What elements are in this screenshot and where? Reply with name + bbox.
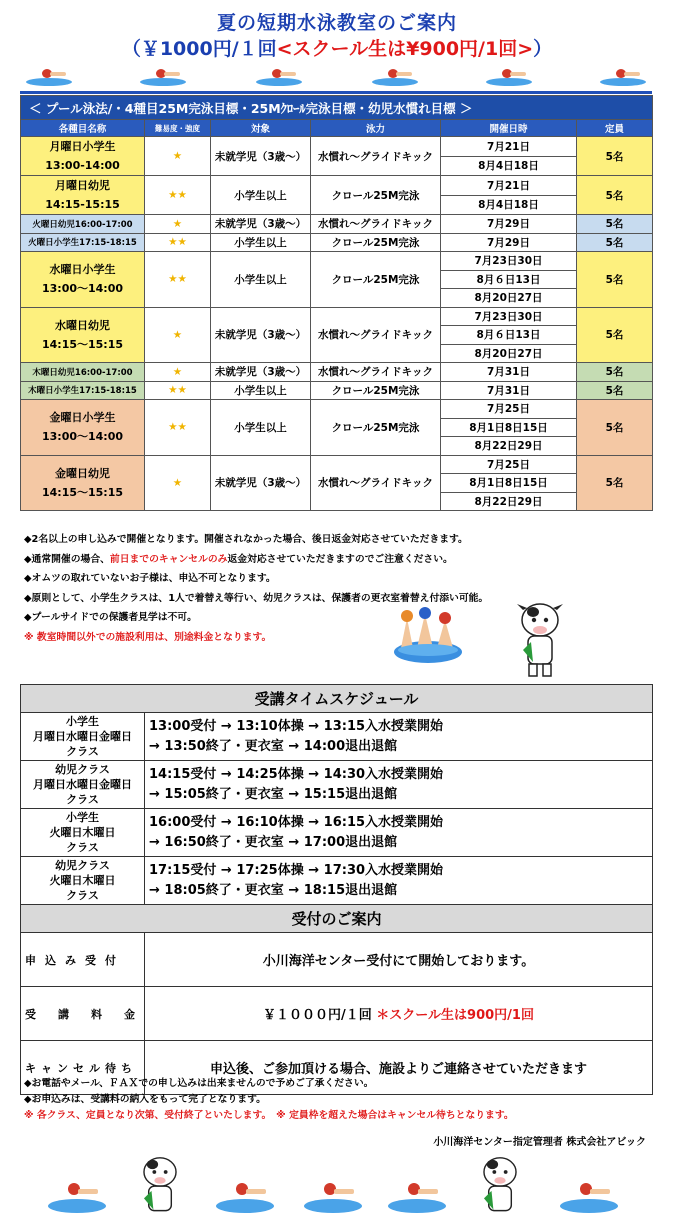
label-line: クラス [66,745,99,758]
target-cell: 小学生以上 [211,176,311,215]
target-cell: 未就学児（3歳～） [211,137,311,176]
table-row [21,713,653,761]
difficulty-stars: ★★ [145,176,211,215]
skill-cell: クロール25M完泳 [311,252,441,308]
date-cell: 7月21日 [441,176,577,196]
swimmer-icon [486,68,532,86]
date-cell: 8月4日18日 [441,156,577,176]
difficulty-stars: ★★ [145,400,211,456]
schedule-times [145,713,653,761]
col-header-dates: 開催日時 [441,120,577,137]
reception-value: 小川海洋センター受付にて開始しております。 [145,933,653,987]
date-cell: 8月4日18日 [441,195,577,215]
table-row [21,233,653,252]
difficulty-stars: ★ [145,307,211,363]
date-cell: 8月20日27日 [441,344,577,363]
date-cell: 7月31日 [441,381,577,400]
lesson-table-banner: ＜ プール泳法/・4種目25M完泳目標・25Mｸﾛｰﾙ完泳目標・幼児水慣れ目標 ＞ [21,96,653,120]
swimmer-icon [48,1177,106,1213]
class-name-cell: 火曜日幼児16:00-17:00 [21,215,145,234]
schedule-line: 17:15受付 → 17:25体操 → 17:30入水授業開始 [149,862,444,878]
table-row [21,307,653,326]
table-row [21,381,653,400]
date-cell: 7月29日 [441,233,577,252]
date-cell: 8月６日13日 [441,326,577,345]
manager-credit: 小川海洋センター指定管理者 株式会社アビック [433,1137,646,1148]
table-row [21,215,653,234]
cow-mascot-icon [476,1155,524,1221]
class-time: 14:15-15:15 [45,198,120,211]
school-fee-text: ＊スクール生は900円/1回 [376,1008,534,1023]
page-subtitle [0,34,674,61]
target-cell: 小学生以上 [211,381,311,400]
table-row [21,809,653,857]
class-time: 14:15～15:15 [41,485,124,499]
table-row [21,933,653,987]
table-row [21,400,653,419]
schedule-line: 16:00受付 → 16:10体操 → 16:15入水授業開始 [149,814,444,830]
note-item: ◆オムツの取れていないお子様は、申込不可となります。 [24,573,276,584]
class-name: 月曜日小学生 [49,140,116,153]
skill-cell: 水慣れ～グライドキック [311,363,441,382]
swimmer-icon [256,68,302,86]
reception-value [145,987,653,1041]
label-line: 月曜日水曜日金曜日 [33,730,132,743]
target-cell: 未就学児（3歳～） [211,307,311,363]
date-cell: 7月25日 [441,455,577,474]
label-line: 幼児クラス [55,859,110,872]
table-row [21,761,653,809]
cow-mascot-illustration [515,600,565,680]
schedule-line: → 13:50終了・更衣室 → 14:00退出退館 [149,738,398,754]
bottom-illustrations [40,1153,640,1223]
table-row [21,857,653,905]
label-line: 小学生 [66,811,99,824]
skill-cell: クロール25M完泳 [311,233,441,252]
note-item: ◆原則として、小学生クラスは、1人で着替え等行い、幼児クラスは、保護者の更衣室着替え付添い可能。 [24,592,489,604]
difficulty-stars: ★★ [145,381,211,400]
schedule-class-label [21,713,145,761]
note-item [24,550,453,570]
target-cell: 小学生以上 [211,400,311,456]
swimmer-icon [140,68,186,86]
class-name-cell: 火曜日小学生17:15-18:15 [21,233,145,252]
swimmer-icon [600,68,646,86]
date-cell: 8月1日8日15日 [441,418,577,437]
date-cell: 7月23日30日 [441,307,577,326]
swimmer-icon [216,1177,274,1213]
label-line: 火曜日木曜日 [49,874,116,887]
reception-value: 申込後、ご参加頂ける場合、施設よりご連絡させていただきます [145,1041,653,1095]
swimmer-icon [372,68,418,86]
table-row [21,455,653,474]
date-cell: 8月20日27日 [441,289,577,308]
difficulty-stars: ★★ [145,233,211,252]
class-time: 14:15～15:15 [41,337,124,351]
col-header-capacity: 定員 [577,120,653,137]
label-line: 小学生 [66,715,99,728]
schedule-class-label [21,809,145,857]
date-cell: 7月31日 [441,363,577,382]
class-time: 13:00～14:00 [41,430,124,444]
capacity-cell: 5名 [577,400,653,456]
swimmer-icon [304,1177,362,1213]
target-cell: 小学生以上 [211,233,311,252]
reception-label: キャンセル待ち [21,1041,145,1095]
class-name-cell [21,176,145,215]
class-name-cell [21,307,145,363]
target-cell: 小学生以上 [211,252,311,308]
schedule-class-label [21,761,145,809]
capacity-cell: 5名 [577,215,653,234]
label-line: 幼児クラス [55,763,110,776]
schedule-line: → 18:05終了・更衣室 → 18:15退出退館 [149,882,398,898]
date-cell: 7月23日30日 [441,252,577,271]
class-name-cell [21,455,145,511]
label-line: クラス [66,793,99,806]
note-emphasis: 前日までのキャンセルのみ [109,553,228,565]
price-text: （￥1000円/１回 [121,38,277,60]
schedule-times [145,761,653,809]
date-cell: 7月21日 [441,137,577,157]
skill-cell: クロール25M完泳 [311,400,441,456]
date-cell: 8月６日13日 [441,270,577,289]
school-price-text: <スクール生は¥900円/1回> [276,38,534,60]
reception-label: 申込み受付 [21,933,145,987]
class-name: 水曜日小学生 [49,263,116,277]
reception-label: 受講料金 [21,987,145,1041]
swimmer-icon [560,1177,618,1213]
col-header-target: 対象 [211,120,311,137]
difficulty-stars: ★ [145,455,211,511]
skill-cell: 水慣れ～グライドキック [311,307,441,363]
target-cell: 未就学児（3歳～） [211,215,311,234]
table-row [21,987,653,1041]
table-row [21,252,653,271]
skill-cell: 水慣れ～グライドキック [311,215,441,234]
capacity-cell: 5名 [577,233,653,252]
notes-list [24,530,489,647]
label-line: 月曜日水曜日金曜日 [33,778,132,791]
schedule-table [20,684,653,1095]
page-title: 夏の短期水泳教室のご案内 [216,12,457,34]
label-line: クラス [66,889,99,902]
schedule-line: → 15:05終了・更衣室 → 15:15退出退館 [149,786,398,802]
class-name: 金曜日幼児 [55,466,110,480]
target-cell: 未就学児（3歳～） [211,363,311,382]
class-name-cell: 木曜日幼児16:00-17:00 [21,363,145,382]
swimmer-icon [388,1177,446,1213]
class-name-cell [21,400,145,456]
skill-cell: 水慣れ～グライドキック [311,455,441,511]
target-cell: 未就学児（3歳～） [211,455,311,511]
capacity-cell: 5名 [577,137,653,176]
difficulty-stars: ★ [145,363,211,382]
class-name: 金曜日小学生 [49,411,116,425]
footer-notes [24,1076,654,1124]
schedule-line: → 16:50終了・更衣室 → 17:00退出退館 [149,834,398,850]
capacity-cell: 5名 [577,252,653,308]
footer-note: ※ 各クラス、定員となり次第、受付終了といたします。 ※ 定員枠を超えた場合はキャンセル待ちとなります。 [24,1110,514,1121]
class-name-cell: 木曜日小学生17:15-18:15 [21,381,145,400]
date-cell: 8月1日8日15日 [441,474,577,493]
fee-text: ￥１０００円/１回 [263,1008,372,1023]
class-name: 月曜日幼児 [55,179,110,192]
col-header-difficulty: 難易度・強度 [145,120,211,137]
col-header-name: 各種目名称 [21,120,145,137]
note-item: ◆プールサイドでの保護者見学は不可。 [24,612,197,623]
reception-title: 受付のご案内 [21,905,653,933]
swimmer-banner [20,64,652,94]
schedule-times [145,857,653,905]
skill-cell: クロール25M完泳 [311,381,441,400]
difficulty-stars: ★ [145,215,211,234]
capacity-cell: 5名 [577,363,653,382]
note-text: 返金対応させていただきますのでご注意ください。 [227,553,453,565]
skill-cell: クロール25M完泳 [311,176,441,215]
table-row [21,363,653,382]
date-cell: 8月22日29日 [441,492,577,511]
class-name-cell [21,252,145,308]
label-line: 火曜日木曜日 [49,826,116,839]
col-header-skill: 泳力 [311,120,441,137]
label-line: クラス [66,841,99,854]
class-time: 13:00～14:00 [41,282,124,296]
class-name-cell [21,137,145,176]
footer-note: ◆お申込みは、受講料の納入をもって完了となります。 [24,1094,266,1105]
class-time: 13:00-14:00 [45,159,120,172]
table-row [21,137,653,157]
schedule-class-label [21,857,145,905]
swimming-kids-illustration [393,604,463,664]
schedule-times [145,809,653,857]
date-cell: 8月22日29日 [441,437,577,456]
class-name: 水曜日幼児 [55,318,110,332]
capacity-cell: 5名 [577,176,653,215]
lesson-table [20,95,653,511]
capacity-cell: 5名 [577,381,653,400]
capacity-cell: 5名 [577,307,653,363]
schedule-title: 受講タイムスケジュール [21,685,653,713]
swimmer-icon [26,68,72,86]
schedule-line: 13:00受付 → 13:10体操 → 13:15入水授業開始 [149,718,444,734]
capacity-cell: 5名 [577,455,653,511]
difficulty-stars: ★★ [145,252,211,308]
cow-mascot-icon [136,1155,184,1221]
date-cell: 7月25日 [441,400,577,419]
note-text: ◆通常開催の場合、 [24,553,110,565]
note-item: ※ 教室時間以外での施設利用は、別途料金となります。 [24,631,272,643]
note-item: ◆2名以上の申し込みで開催となります。開催されなかった場合、後日返金対応させていただきます。 [24,534,468,545]
footer-note: ◆お電話やメール、ＦＡＸでの申し込みは出来ませんので予めご了承ください。 [24,1078,374,1089]
table-row [21,176,653,196]
difficulty-stars: ★ [145,137,211,176]
price-close: ） [533,38,553,60]
skill-cell: 水慣れ～グライドキック [311,137,441,176]
schedule-line: 14:15受付 → 14:25体操 → 14:30入水授業開始 [149,766,444,782]
date-cell: 7月29日 [441,215,577,234]
